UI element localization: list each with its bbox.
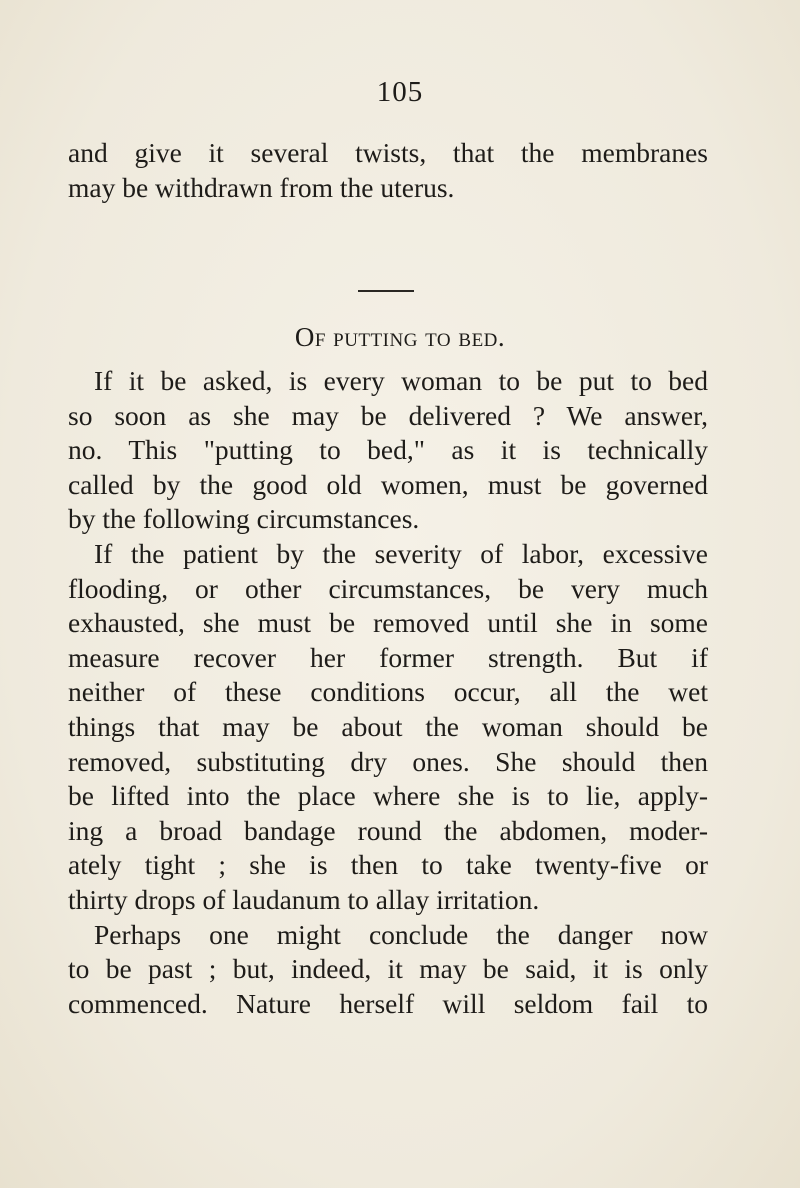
text-line: called by the good old women, must be governed <box>68 468 708 500</box>
text-line: ing a broad bandage round the abdomen, moder- <box>68 814 708 846</box>
text-line: removed, substituting dry ones. She should then <box>68 745 708 777</box>
section-divider <box>358 290 414 292</box>
text-line: by the following circumstances. <box>68 503 420 535</box>
text-line: thirty drops of laudanum to allay irritation. <box>68 883 540 915</box>
text-line: exhausted, she must be removed until she in some <box>68 607 708 639</box>
text-line: and give it several twists, that the membranes <box>68 137 708 168</box>
text-line: be lifted into the place where she is to lie, apply- <box>68 780 708 812</box>
text-line: Perhaps one might conclude the danger now <box>94 918 708 950</box>
paragraph-1 <box>68 364 708 537</box>
paragraph-2 <box>68 537 708 918</box>
text-line: measure recover her former strength. But if <box>68 641 708 673</box>
text-line: so soon as she may be delivered ? We answer, <box>68 399 708 431</box>
text-line: neither of these conditions occur, all the wet <box>68 676 708 708</box>
text-line: things that may be about the woman should be <box>68 710 708 742</box>
text-line: ately tight ; she is then to take twenty-five or <box>68 849 708 881</box>
text-line: to be past ; but, indeed, it may be said, it is only <box>68 953 708 985</box>
text-line: If it be asked, is every woman to be put to bed <box>94 365 708 396</box>
text-line: may be withdrawn from the uterus. <box>68 171 455 203</box>
text-line: If the patient by the severity of labor, excessive <box>94 537 708 569</box>
page-number: 105 <box>376 76 424 108</box>
section-heading <box>0 322 800 353</box>
body-text <box>68 364 708 1021</box>
text-line: flooding, or other circumstances, be very much <box>68 572 708 604</box>
opening-paragraph <box>68 136 708 205</box>
text-line: no. This "putting to bed," as it is technically <box>68 434 708 466</box>
paragraph-3 <box>68 918 708 1022</box>
section-heading-text: Of putting to bed. <box>294 322 506 352</box>
text-line: commenced. Nature herself will seldom fail to <box>68 987 708 1019</box>
